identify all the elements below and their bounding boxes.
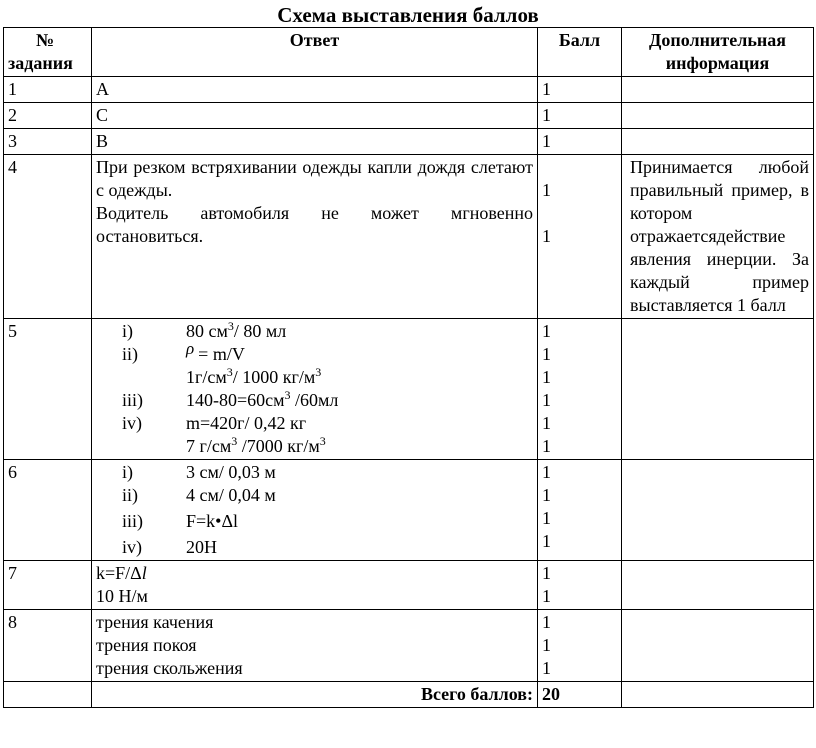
total-row (4, 682, 814, 708)
sub-answer: iv) 20Н (122, 537, 217, 557)
sub-answer: 7 $г/см^3$ /7000 $кг/м^3$ (186, 434, 326, 456)
sub-answer: iii) F=k•Δl (122, 511, 239, 531)
score-cell: 1 (538, 103, 622, 129)
score-cell: 1 1 (538, 155, 622, 319)
sub-answer: i) 3 см/ 0,03 м (122, 462, 276, 482)
answer-cell: А (92, 77, 538, 103)
table-row (4, 155, 814, 319)
table-row (4, 610, 814, 682)
task-number: 3 (4, 129, 92, 155)
info-cell (622, 77, 814, 103)
total-label: Всего баллов: (92, 682, 538, 708)
answer-cell (92, 460, 538, 561)
sub-answer: $1г/см^3/$ 1000 $кг/м^3$ (186, 365, 322, 387)
info-cell: Принимается любой правильный пример, в котором отражаетсядействие явления инерции. За каждый пример выставляется 1 балл (622, 155, 814, 319)
answer-cell: k=F/Δl 10 Н/м (92, 561, 538, 610)
task-number: 7 (4, 561, 92, 610)
table-header-row (4, 28, 814, 77)
score-cell: 1 1 1 1 (538, 460, 622, 561)
info-cell (622, 103, 814, 129)
scoring-table (3, 27, 814, 708)
task-number: 2 (4, 103, 92, 129)
header-score: Балл (538, 28, 622, 77)
answer-paragraph: При резком встряхивании одежды капли дождя слетают с одежды. (96, 157, 533, 200)
table-row (4, 460, 814, 561)
info-cell (622, 319, 814, 460)
task-number: 4 (4, 155, 92, 319)
answer-cell: трения качения трения покоя трения скольжения (92, 610, 538, 682)
table-row (4, 77, 814, 103)
table-row (4, 129, 814, 155)
answer-cell (92, 319, 538, 460)
task-number: 5 (4, 319, 92, 460)
info-cell (622, 561, 814, 610)
sub-answer: iv) m=420г/ 0,42 кг (122, 413, 307, 433)
answer-cell (92, 155, 538, 319)
header-task-number: № задания (4, 28, 92, 77)
info-cell (622, 610, 814, 682)
answer-paragraph: Водитель автомобиля не может мгновенно остановиться. (96, 203, 533, 246)
page-title: Схема выставления баллов (277, 3, 539, 27)
score-cell: 1 (538, 77, 622, 103)
info-cell (622, 129, 814, 155)
info-cell (622, 460, 814, 561)
total-value: 20 (538, 682, 622, 708)
score-cell: 1 1 (538, 561, 622, 610)
score-cell: 1 1 1 1 1 1 (538, 319, 622, 460)
sub-answer: iii) $140-80=60см^3$ /60мл (122, 388, 339, 410)
score-cell: 1 1 1 (538, 610, 622, 682)
task-number: 6 (4, 460, 92, 561)
task-number: 1 (4, 77, 92, 103)
rho-symbol: ρ (186, 339, 195, 358)
header-answer: Ответ (92, 28, 538, 77)
sub-answer: i) 80 $см^3/$ 80 мл (122, 319, 287, 341)
answer-cell: С (92, 103, 538, 129)
sub-answer: ii) ρ = m/V (122, 339, 245, 364)
header-additional-info: Дополнительная информация (622, 28, 814, 77)
sub-answer: ii) 4 см/ 0,04 м (122, 485, 276, 505)
score-cell: 1 (538, 129, 622, 155)
table-row (4, 319, 814, 460)
table-row (4, 561, 814, 610)
task-number: 8 (4, 610, 92, 682)
table-row (4, 103, 814, 129)
answer-cell: В (92, 129, 538, 155)
